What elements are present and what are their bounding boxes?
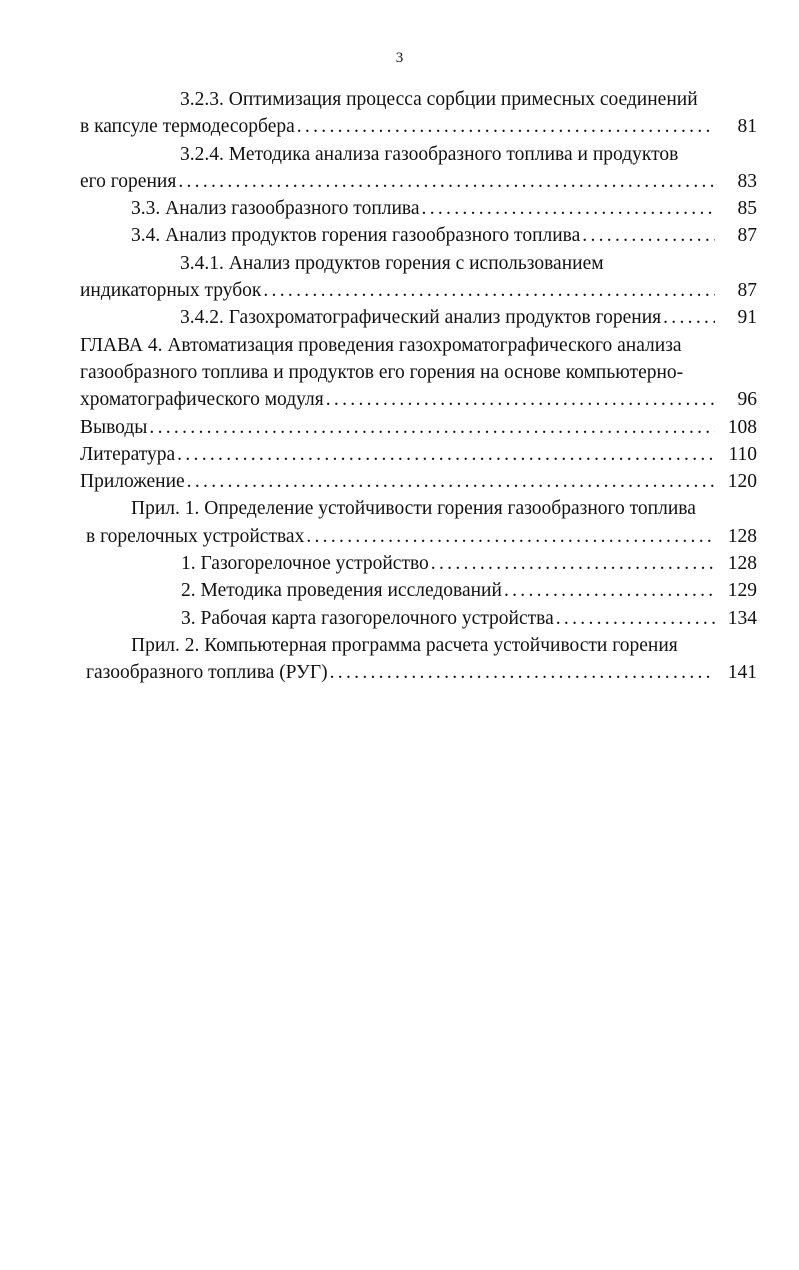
- toc-page-number: 120: [727, 471, 757, 493]
- toc-page-number: 85: [737, 198, 757, 220]
- toc-entry-appendix-1-1: [80, 550, 757, 577]
- toc-entry-chapter-4-line1: [80, 332, 757, 359]
- toc-page-number: 91: [737, 307, 757, 329]
- page-number: 3: [395, 50, 404, 66]
- dot-leader: [185, 468, 715, 495]
- toc-entry-text: газообразного топлива (РУГ): [86, 662, 328, 684]
- toc-entry-3-2-4-line2: [80, 168, 757, 195]
- toc-page-number: 87: [737, 225, 757, 247]
- dot-leader: [324, 386, 715, 413]
- toc-entry-text: Прил. 1. Определение устойчивости горения газообразного топлива: [131, 498, 696, 520]
- toc-entry-text: его горения: [80, 170, 177, 192]
- dot-leader: [295, 113, 715, 140]
- toc-entry-chapter-4-line2: [80, 359, 757, 386]
- toc-entry-chapter-4-line3: [80, 386, 757, 413]
- dot-leader: [261, 277, 715, 304]
- toc-page-number: 110: [728, 443, 757, 465]
- toc-entry-text: в горелочных устройствах: [86, 525, 305, 547]
- dot-leader: [661, 304, 715, 331]
- toc-entry-text: 3.2.3. Оптимизация процесса сорбции примесных соединений: [180, 89, 698, 110]
- dot-leader: [175, 441, 715, 468]
- toc-entry-3-4-1-line2: [80, 277, 757, 304]
- dot-leader: [580, 222, 715, 249]
- toc-page-number: 128: [727, 525, 757, 547]
- toc-entry-text: Выводы: [80, 416, 148, 438]
- toc-page-number: 128: [727, 553, 757, 575]
- table-of-contents: [80, 86, 757, 687]
- toc-entry-text: 3.3. Анализ газообразного топлива: [131, 198, 420, 220]
- toc-entry-appendix-1-line2: [80, 523, 757, 550]
- toc-page-number: 87: [737, 280, 757, 302]
- toc-entry-3-4-2: [80, 304, 757, 331]
- toc-entry-conclusions: [80, 414, 757, 441]
- toc-entry-text: Литература: [80, 443, 176, 465]
- dot-leader: [304, 523, 715, 550]
- toc-page-number: 134: [727, 607, 757, 629]
- toc-entry-3-4-1-line1: [80, 250, 757, 277]
- toc-page-number: 81: [737, 116, 757, 138]
- dot-leader: [420, 195, 715, 222]
- toc-entry-text: в капсуле термодесорбера: [80, 116, 295, 138]
- toc-entry-references: [80, 441, 757, 468]
- toc-entry-text: Приложение: [80, 471, 185, 493]
- toc-page-number: 108: [727, 416, 757, 438]
- dot-leader: [429, 550, 715, 577]
- toc-entry-3-2-3-line1: [80, 86, 757, 113]
- toc-entry-text: 3.4.2. Газохроматографический анализ продуктов горения: [180, 307, 662, 329]
- toc-entry-text: хроматографического модуля: [80, 389, 324, 411]
- toc-entry-3-4: [80, 222, 757, 249]
- toc-entry-3-2-3-line2: [80, 113, 757, 140]
- toc-entry-text: индикаторных трубок: [80, 280, 262, 302]
- toc-entry-appendix-1-3: [80, 605, 757, 632]
- dot-leader: [554, 605, 715, 632]
- toc-entry-3-2-4-line1: [80, 141, 757, 168]
- toc-entry-appendix-1-line1: [80, 495, 757, 522]
- toc-entry-text: 1. Газогорелочное устройство: [181, 553, 429, 575]
- dot-leader: [502, 577, 715, 604]
- toc-page-number: 141: [727, 662, 757, 684]
- dot-leader: [176, 168, 715, 195]
- toc-entry-appendix-1-2: [80, 577, 757, 604]
- toc-page-number: 83: [737, 170, 757, 192]
- toc-entry-text: газообразного топлива и продуктов его горения на основе компьютерно-: [80, 361, 684, 383]
- toc-page-number: 129: [727, 580, 757, 602]
- toc-entry-appendix-2-line1: [80, 632, 757, 659]
- dot-leader: [328, 659, 715, 686]
- toc-entry-appendix-2-line2: [80, 659, 757, 686]
- toc-entry-text: ГЛАВА 4. Автоматизация проведения газохроматографического анализа: [80, 334, 682, 356]
- toc-page-number: 96: [737, 389, 757, 411]
- toc-entry-text: 3.2.4. Методика анализа газообразного топлива и продуктов: [180, 143, 679, 165]
- toc-entry-text: 3.4. Анализ продуктов горения газообразного топлива: [131, 225, 581, 247]
- toc-entry-text: Прил. 2. Компьютерная программа расчета устойчивости горения: [131, 634, 678, 656]
- toc-entry-text: 3.4.1. Анализ продуктов горения с использованием: [180, 252, 604, 274]
- toc-entry-appendix: [80, 468, 757, 495]
- dot-leader: [147, 414, 715, 441]
- toc-entry-text: 2. Методика проведения исследований: [181, 580, 502, 602]
- toc-entry-text: 3. Рабочая карта газогорелочного устройства: [181, 607, 554, 629]
- toc-entry-3-3: [80, 195, 757, 222]
